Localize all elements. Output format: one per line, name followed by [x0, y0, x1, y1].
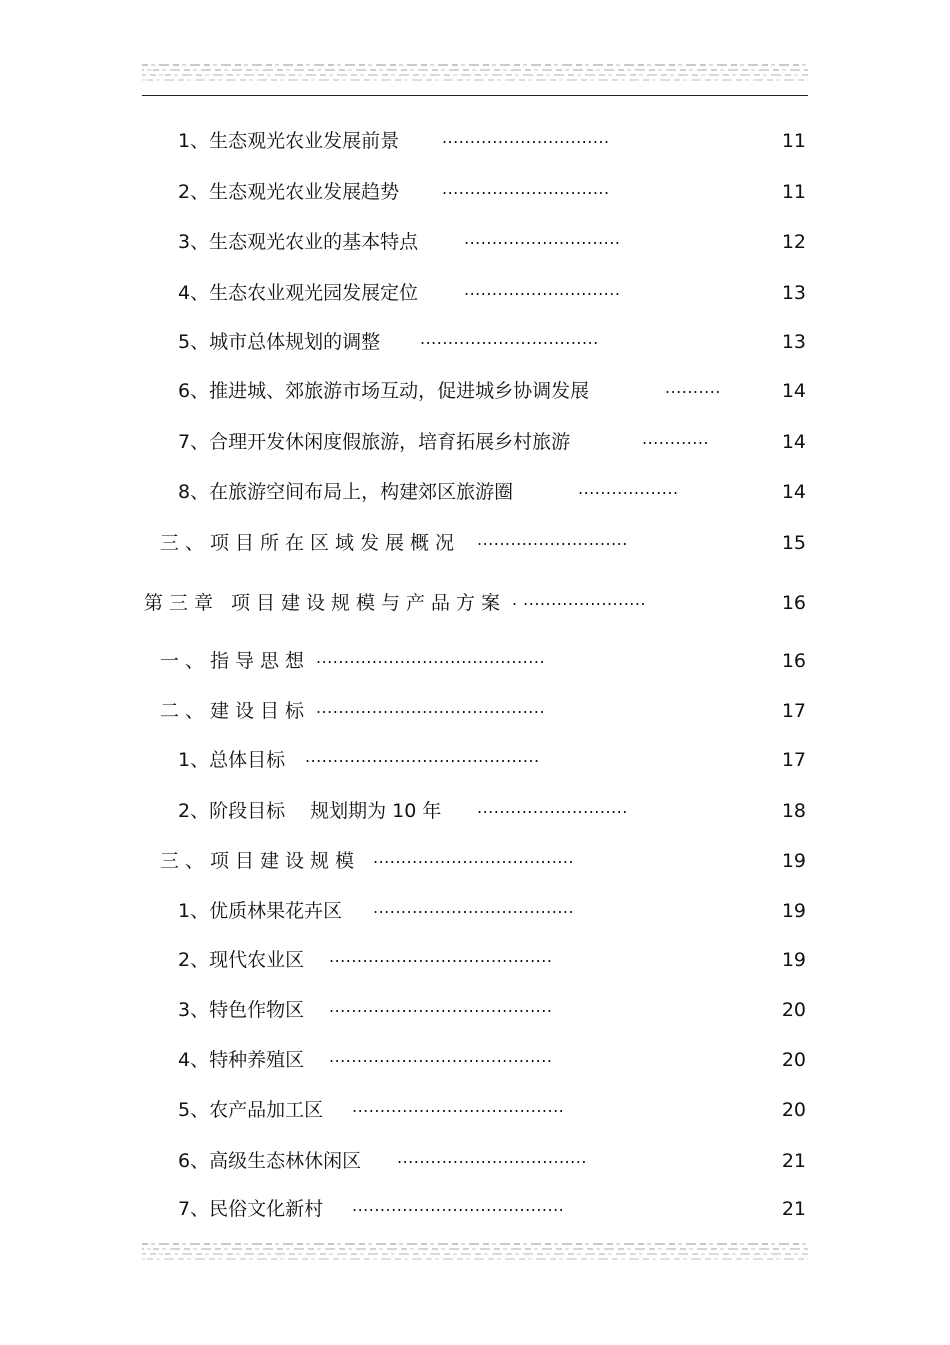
toc-page-number: 11: [781, 130, 806, 152]
toc-dot-leader: ..........: [665, 378, 721, 397]
toc-entry[interactable]: [0, 327, 950, 357]
toc-dot-leader: ............: [642, 429, 710, 448]
toc-entry[interactable]: [0, 696, 950, 726]
toc-entry[interactable]: [0, 126, 950, 156]
toc-entry-title: 第三章 项目建设规模与产品方案: [144, 592, 507, 614]
toc-entry-title: 2、生态观光农业发展趋势: [178, 181, 400, 203]
toc-entry[interactable]: [0, 278, 950, 308]
header-watermark: [142, 64, 808, 84]
toc-page-number: 19: [781, 900, 806, 922]
toc-entry-title: 2、现代农业区: [178, 949, 305, 971]
toc-dot-leader: .........................................: [316, 698, 546, 717]
toc-page-number: 13: [781, 331, 806, 353]
toc-entry[interactable]: [0, 177, 950, 207]
toc-page-number: 17: [781, 700, 806, 722]
toc-entry-title: 6、高级生态林休闲区: [178, 1150, 362, 1172]
toc-entry[interactable]: [0, 1146, 950, 1176]
toc-entry-title: 1、生态观光农业发展前景: [178, 130, 400, 152]
toc-entry[interactable]: [0, 1095, 950, 1125]
toc-dot-leader: . ......................: [512, 590, 647, 609]
toc-entry-title: 1、总体目标: [178, 749, 286, 771]
toc-page-number: 11: [781, 181, 806, 203]
toc-dot-leader: ......................................: [352, 1196, 565, 1215]
toc-entry[interactable]: [0, 376, 950, 406]
toc-entry-title: 1、优质林果花卉区: [178, 900, 343, 922]
toc-entry[interactable]: [0, 896, 950, 926]
toc-entry[interactable]: [0, 646, 950, 676]
toc-dot-leader: ....................................: [373, 898, 575, 917]
toc-entry-title: 4、生态农业观光园发展定位: [178, 282, 419, 304]
toc-page-number: 15: [781, 532, 806, 554]
toc-dot-leader: ....................................: [373, 848, 575, 867]
toc-page-number: 20: [781, 1099, 806, 1121]
toc-entry[interactable]: [0, 1194, 950, 1224]
header-rule: [142, 95, 808, 96]
toc-dot-leader: ........................................: [329, 947, 553, 966]
toc-dot-leader: ..........................................: [305, 747, 540, 766]
toc-dot-leader: ............................: [464, 280, 621, 299]
toc-entry-title: 三、项目所在区域发展概况: [160, 532, 461, 554]
toc-page-number: 17: [781, 749, 806, 771]
toc-entry[interactable]: [0, 1045, 950, 1075]
toc-entry[interactable]: [0, 846, 950, 876]
toc-dot-leader: ........................................: [329, 997, 553, 1016]
toc-dot-leader: ............................: [464, 229, 621, 248]
toc-dot-leader: ................................: [420, 329, 599, 348]
toc-entry-title: 5、城市总体规划的调整: [178, 331, 381, 353]
toc-entry-title: 3、特色作物区: [178, 999, 305, 1021]
toc-page-number: 21: [781, 1198, 806, 1220]
toc-dot-leader: .........................................: [316, 648, 546, 667]
toc-entry[interactable]: [0, 227, 950, 257]
toc-page-number: 14: [781, 431, 806, 453]
toc-entry[interactable]: [0, 995, 950, 1025]
toc-entry-title: 三、项目建设规模: [160, 850, 361, 872]
toc-entry-title: 5、农产品加工区: [178, 1099, 324, 1121]
toc-dot-leader: ...........................: [477, 530, 628, 549]
toc-page-number: 18: [781, 800, 806, 822]
toc-page-number: 14: [781, 380, 806, 402]
toc-dot-leader: ..................: [578, 479, 679, 498]
toc-entry-title: 3、生态观光农业的基本特点: [178, 231, 419, 253]
toc-entry[interactable]: [0, 427, 950, 457]
toc-entry-title: 8、在旅游空间布局上，构建郊区旅游圈: [178, 481, 514, 503]
toc-entry-title: 6、推进城、郊旅游市场互动，促进城乡协调发展: [178, 380, 590, 402]
toc-entry[interactable]: [0, 945, 950, 975]
toc-entry[interactable]: [0, 477, 950, 507]
toc-dot-leader: ..................................: [397, 1148, 587, 1167]
toc-entry[interactable]: [0, 796, 950, 826]
toc-entry-title: 二、建设目标: [160, 700, 311, 722]
toc-entry-title: 一、指导思想: [160, 650, 311, 672]
toc-entry-title: 4、特种养殖区: [178, 1049, 305, 1071]
toc-page-number: 16: [781, 650, 806, 672]
toc-dot-leader: ..............................: [442, 128, 610, 147]
toc-page-number: 20: [781, 1049, 806, 1071]
toc-entry[interactable]: [0, 528, 950, 558]
toc-dot-leader: ........................................: [329, 1047, 553, 1066]
toc-page-number: 20: [781, 999, 806, 1021]
toc-chapter-entry[interactable]: [0, 588, 950, 618]
toc-page-number: 13: [781, 282, 806, 304]
toc-page-number: 16: [781, 592, 806, 614]
toc-dot-leader: ..............................: [442, 179, 610, 198]
toc-page-number: 12: [781, 231, 806, 253]
toc-entry-title: 2、阶段目标 规划期为 10 年: [178, 800, 442, 822]
toc-page-number: 19: [781, 850, 806, 872]
toc-page-number: 21: [781, 1150, 806, 1172]
toc-entry-title: 7、合理开发休闲度假旅游，培育拓展乡村旅游: [178, 431, 571, 453]
toc-entry-title: 7、民俗文化新村: [178, 1198, 324, 1220]
toc-entry[interactable]: [0, 745, 950, 775]
toc-dot-leader: ......................................: [352, 1097, 565, 1116]
toc-dot-leader: ...........................: [477, 798, 628, 817]
toc-page-number: 14: [781, 481, 806, 503]
footer-watermark: [142, 1243, 808, 1263]
toc-page-number: 19: [781, 949, 806, 971]
